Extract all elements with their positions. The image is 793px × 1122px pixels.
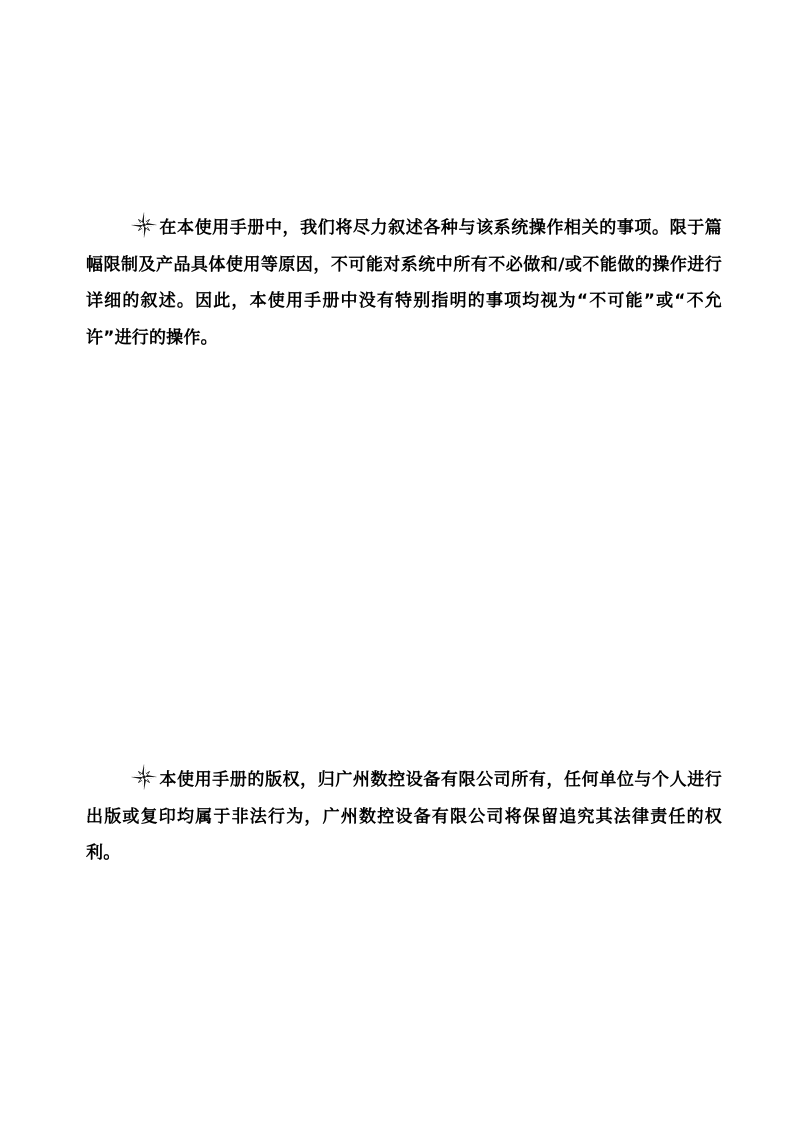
notice-paragraph-copyright bbox=[86, 762, 722, 872]
notice-paragraph-operations bbox=[86, 210, 722, 356]
notice-text: 本使用手册的版权，归广州数控设备有限公司所有，任何单位与个人进行出版或复印均属于非法行为，广州数控设备有限公司将保留追究其法律责任的权利。 bbox=[86, 770, 722, 863]
notice-text: 在本使用手册中，我们将尽力叙述各种与该系统操作相关的事项。限于篇幅限制及产品具体使用等原因，不可能对系统中所有不必做和/或不能做的操作进行详细的叙述。因此，本使用手册中没有特别指明的事项均视为“不可能”或“不允许”进行的操作。 bbox=[86, 218, 722, 348]
compass-star-icon bbox=[130, 763, 158, 791]
compass-star-icon bbox=[130, 211, 158, 239]
